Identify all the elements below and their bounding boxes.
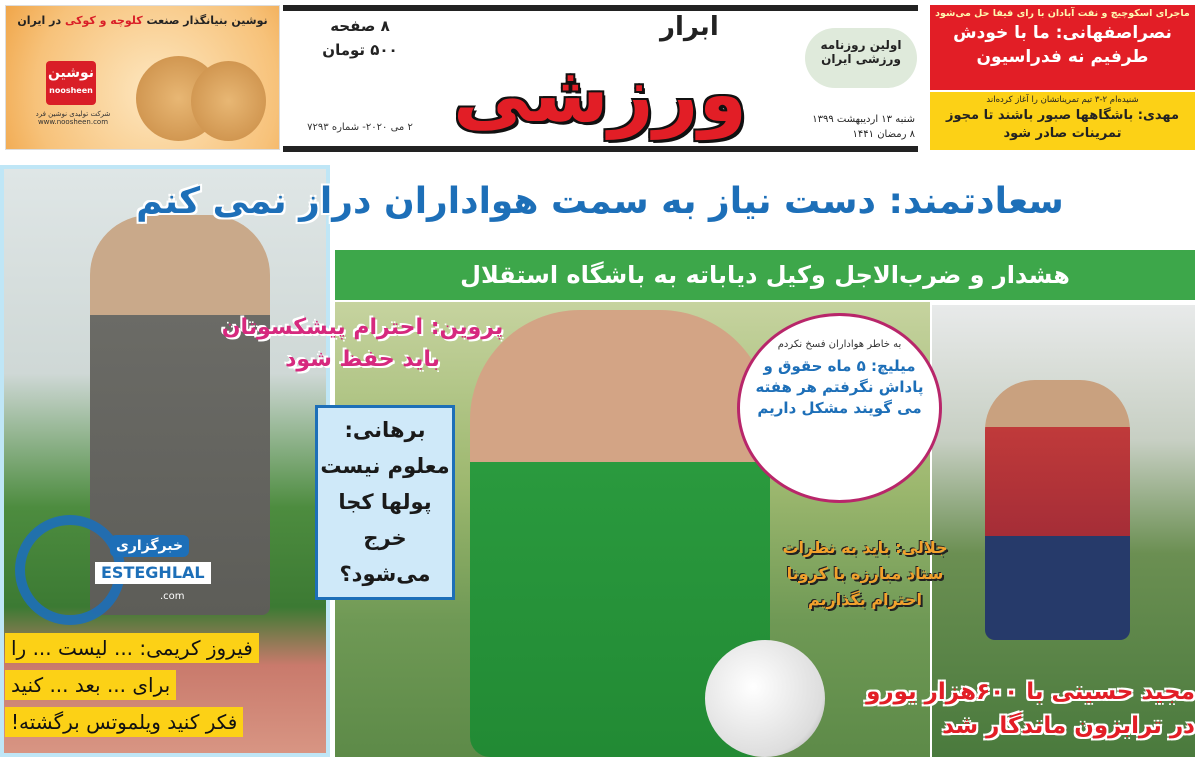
watermark-text: ESTEGHLAL bbox=[95, 562, 211, 584]
slogan-badge: اولین روزنامه ورزشی ایران bbox=[805, 28, 917, 88]
sub-headline[interactable]: هشدار و ضرب‌الاجل وکیل دیاباته به باشگاه استقلال bbox=[335, 250, 1195, 300]
karimi-line[interactable]: فیروز کریمی: ... لیست ... را bbox=[5, 633, 259, 663]
kicker: ماجرای اسکوچیچ و نفت آبادان با رای فیفا حل می‌شود bbox=[935, 8, 1190, 19]
divider bbox=[283, 5, 918, 11]
hosseini-headline[interactable]: مجید حسینی با ۶۰۰هزار یورو در ترابزون ماندگار شد bbox=[866, 679, 1195, 739]
kicker: شنیده‌ام ۲-۳ تیم تمریناتشان را آغاز کرده‌اند bbox=[986, 95, 1139, 105]
watermark-text: .com bbox=[160, 591, 185, 602]
main-headline[interactable]: سعادتمند: دست نیاز به سمت هواداران دراز نمی کنم bbox=[136, 181, 1064, 222]
headline: میلیچ: ۵ ماه حقوق و پاداش نگرفتم هر هفته می گویند مشکل داریم bbox=[755, 357, 924, 417]
issue-info: ۸ صفحه ۵۰۰ تومان bbox=[322, 17, 398, 59]
ad-tagline: نوشین بنیانگذار صنعت کلوچه و کوکی در ایران bbox=[17, 14, 268, 27]
masthead-prefix: ابرار bbox=[660, 12, 719, 42]
kicker: به خاطر هواداران فسخ نکردم bbox=[777, 339, 902, 350]
borhani-box[interactable]: برهانی: معلوم نیست پولها کجا خرج می‌شود؟ bbox=[315, 405, 455, 600]
karimi-line[interactable]: برای ... بعد ... کنید bbox=[5, 670, 176, 700]
red-story-box[interactable] bbox=[930, 5, 1195, 90]
cookie-image bbox=[191, 61, 266, 141]
parvin-headline[interactable]: پروین: احترام پیشکسوتان باید حفظ شود bbox=[221, 315, 504, 372]
milic-circle[interactable] bbox=[737, 313, 942, 503]
player-figure bbox=[985, 380, 1130, 640]
publication-date: شنبه ۱۳ اردیبهشت ۱۳۹۹ ۸ رمضان ۱۴۴۱ bbox=[812, 114, 915, 140]
divider bbox=[283, 146, 918, 152]
ad-company: شرکت تولیدی نوشین فرد www.noosheen.com bbox=[35, 110, 111, 126]
headline: نصراصفهانی: ما با خودش طرفیم نه فدراسیون bbox=[953, 23, 1172, 67]
masthead-logo: ورزشی bbox=[453, 50, 747, 140]
headline: مهدی: باشگاهها صبور باشند تا مجوز تمرینات صادر شود bbox=[945, 108, 1180, 141]
watermark-text: خبرگزاری bbox=[110, 535, 189, 557]
yellow-story-box[interactable] bbox=[930, 92, 1195, 150]
issue-number: ۲ می ۲۰۲۰- شماره ۷۲۹۳ bbox=[307, 122, 413, 133]
karimi-line[interactable]: فکر کنید ویلموتس برگشته! bbox=[5, 707, 243, 737]
brand-logo: نوشین noosheen bbox=[46, 61, 96, 105]
jalali-headline[interactable]: جلالی: باید به نظرات ستاد مبارزه با کرونا احترام بگذاریم bbox=[782, 538, 948, 609]
advertisement[interactable] bbox=[5, 5, 280, 150]
